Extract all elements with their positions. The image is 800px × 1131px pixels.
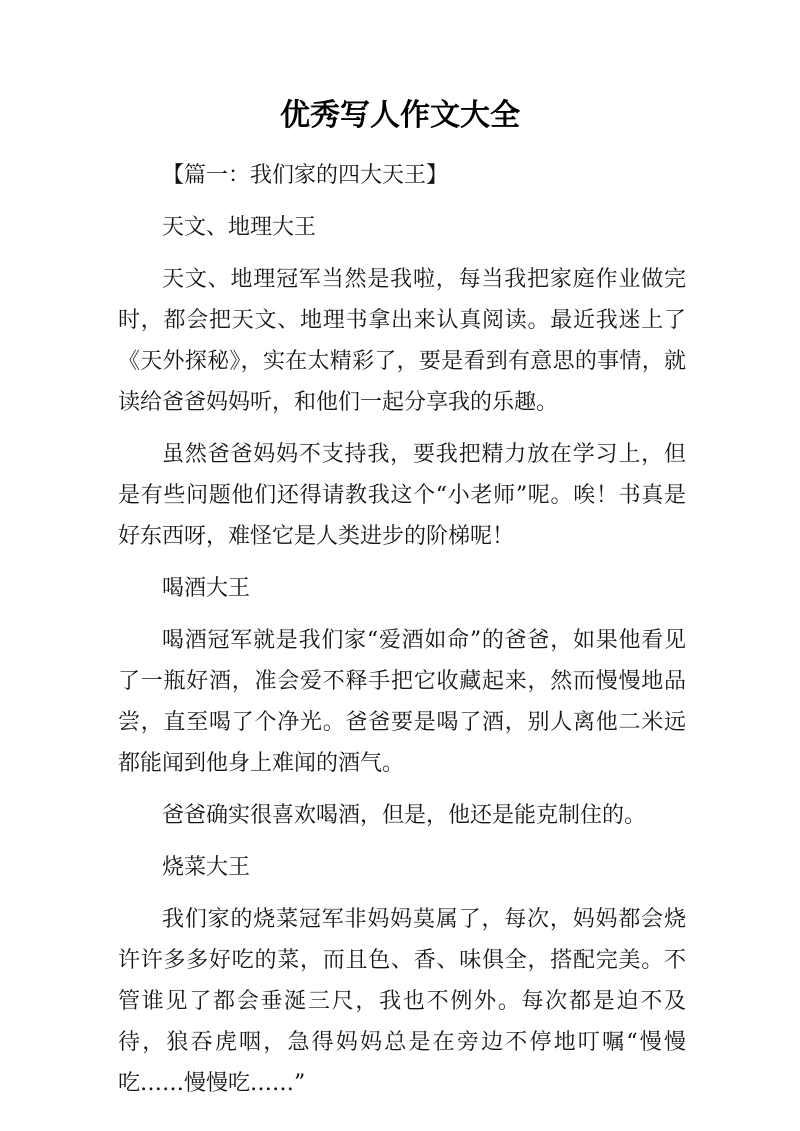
body-paragraph: 虽然爸爸妈妈不支持我，要我把精力放在学习上，但是有些问题他们还得请教我这个“小老师”呢。唉！书真是好东西呀，难怪它是人类进步的阶梯呢！ (118, 442, 686, 549)
section-heading: 【篇一：我们家的四大天王】 (162, 163, 449, 188)
subsection-heading: 天文、地理大王 (162, 215, 317, 240)
body-paragraph: 我们家的烧菜冠军非妈妈莫属了，每次，妈妈都会烧许许多多好吃的菜，而且色、香、味俱全，搭配完美。不管谁见了都会垂涎三尺，我也不例外。每次都是迫不及待，狼吞虎咽，急得妈妈总是在旁边不停地叮嘱“慢慢吃……慢慢吃……” (118, 907, 686, 1096)
body-paragraph: 喝酒冠军就是我们家“爱酒如命”的爸爸，如果他看见了一瓶好酒，准会爱不释手把它收藏起来，然而慢慢地品尝，直至喝了个净光。爸爸要是喝了酒，别人离他二米远都能闻到他身上难闻的酒气。 (118, 628, 686, 776)
subsection-heading: 烧菜大王 (162, 855, 251, 880)
body-paragraph: 天文、地理冠军当然是我啦，每当我把家庭作业做完时，都会把天文、地理书拿出来认真阅读。最近我迷上了《天外探秘》，实在太精彩了，要是看到有意思的事情，就读给爸爸妈妈听，和他们一起分享我的乐趣。 (118, 267, 686, 415)
document-title: 优秀写人作文大全 (280, 98, 520, 133)
document-body (118, 155, 686, 1115)
body-paragraph: 爸爸确实很喜欢喝酒，但是，他还是能克制住的。 (162, 803, 647, 828)
subsection-heading: 喝酒大王 (162, 576, 251, 601)
